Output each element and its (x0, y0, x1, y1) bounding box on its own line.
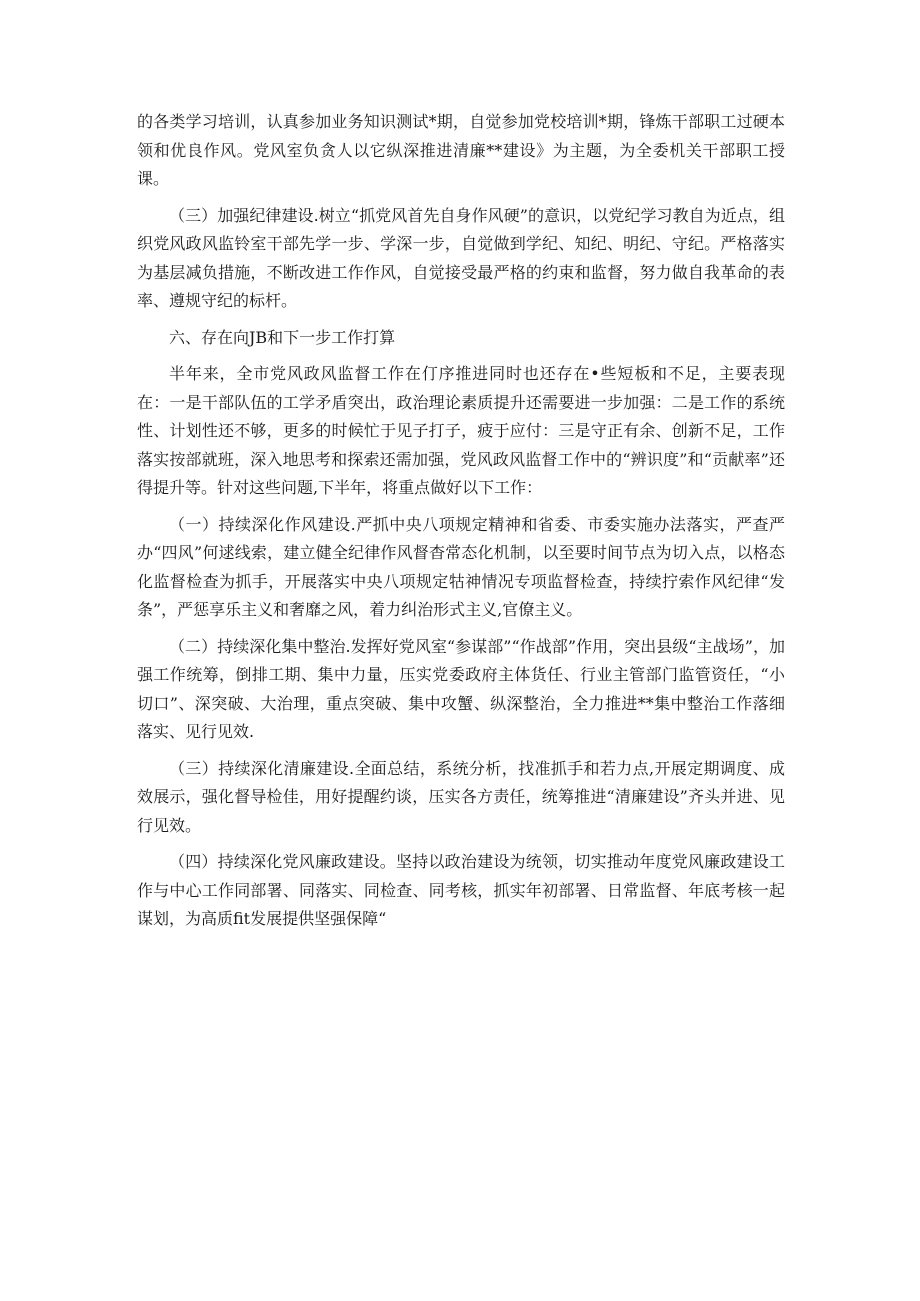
paragraph-5: （一）持续深化作风建设.严抓中央八项规定精神和省委、市委实施办法落实，严查严办“四风”何逑线索，建立健全纪律作风督杳常态化机制，以至要时间节点为切入点，以格态化监督检查为抓手，开展落实中央八项规定牯神情况专项监督检查，持续拧索作风纪律“发条”，严惩享乐主义和奢靡之风，着力纠治形式主义,官僚主义。 (137, 514, 785, 619)
paragraph-4: 半年来，全市党风政风监督工作在仃序推进同时也还存在•些短板和不足，主要表现在：一是干部队伍的工学矛盾突出，政治理论素质提升还需要进一步加强：二是工作的系统性、计划性还不够，更多的时候忙于见子打子，疲于应付：三是守正有余、创新不足，工作落实按部就班，深入地思考和探索还需加强，党风政风监督工作中的“辨识度”和“贡献率”还得提升等。针对这些问题,下半年，将重点做好以下工作： (137, 364, 785, 497)
paragraph-1: 的各类学习培训，认真参加业务知识测试*期，自觉参加党校培训*期，锋炼干部职工过硬本领和优良作风。党风室负贪人以它纵深推进清廉**建设》为主题，为全委机关干部职工授课。 (137, 112, 785, 188)
paragraph-2: （三）加强纪律建设.树立“抓党风首先自身作风硬”的意识，以党纪学习教自为近点，组织党风政风监铃室干部先学一步、学深一步，自觉做到学纪、知纪、明纪、守纪。严格落实为基层减负措施，不断改进工作作风，自觉接受最严格的约束和监督，努力做自我革命的表率、遵规守纪的标杆。 (137, 205, 785, 310)
section-heading: 六、存在向JB和下一步工作打算 (169, 327, 396, 347)
document-page (137, 108, 785, 934)
paragraph-8: （四）持续深化党风廉政建设。坚持以政治建设为统领，切实推动年度党风廉政建设工作与中心工作同部署、同落实、同检查、同考核，抓实年初部署、日常监督、年底考核一起谋划，为高质fit发展提供坚强保障“ (137, 852, 785, 928)
paragraph-6: （二）持续深化集中整治.发挥好党风室“参谋部”“作战部”作用，突出县级“主战场”，加强工作统筹，倒排工期、集中力量，压实党委政府主体货任、行业主管部门监管资任，“小切口”、深突破、大治理，重点突破、集中攻蟹、纵深整治，全力推进**集中整治工作落细落实、见行见效. (137, 636, 785, 741)
paragraph-7: （三）持续深化清廉建设.全面总结，系统分析，找准抓手和若力点,开展定期调度、成效展示，强化督导检佳，用好提醒约谈，压实各方责任，统筹推进“清廉建设”齐头并进、见行见效。 (137, 758, 785, 835)
